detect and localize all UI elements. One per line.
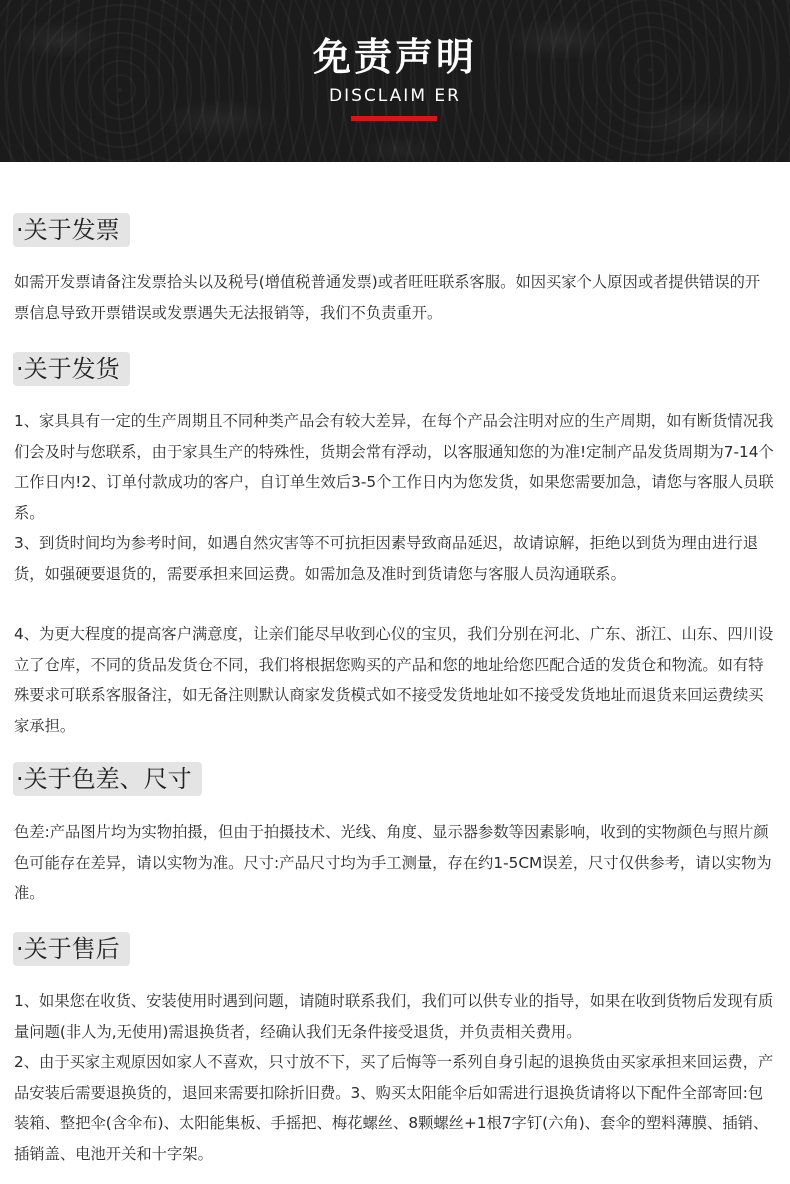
section-heading-color-size: ·关于色差、尺寸 — [13, 762, 202, 796]
shipping-paragraph-3: 4、为更大程度的提高客户满意度，让亲们能尽早收到心仪的宝贝，我们分别在河北、广东、浙江、山东、四川设立了仓库，不同的货品发货仓不同，我们将根据您购买的产品和您的地址给您匹配合适的发货仓和物流。如有特殊要求可联系客服备注，如无备注则默认商家发货模式如不接受发货地址如不接受发货地址而退货来回运费续买家承担。 — [14, 625, 774, 735]
invoice-paragraph: 如需开发票请备注发票拾头以及税号(增值税普通发票)或者旺旺联系客服。如因买家个人原因或者提供错误的开票信息导致开票错误或发票遇失无法报销等，我们不负责重开。 — [14, 273, 761, 322]
section-heading-after-sales: ·关于售后 — [13, 932, 130, 966]
shipping-paragraph-1: 1、家具具有一定的生产周期且不同种类产品会有较大差异，在每个产品会注明对应的生产周期，如有断货情况我们会及时与您联系，由于家具生产的特殊性，货期会常有浮动，以客服通知您的为准!定制产品发货周期为7-14个工作日内!2、订单付款成功的客户，自订单生效后3-5个工作日内为您发货，如果您需要加急，请您与客服人员联系。 — [14, 412, 774, 522]
after-sales-paragraph-1: 1、如果您在收货、安装使用时遇到问题，请随时联系我们，我们可以供专业的指导，如果在收到货物后发现有质量问题(非人为,无使用)需退换货者，经确认我们无条件接受退货，并负责相关费用。 — [14, 992, 774, 1041]
disclaimer-banner — [0, 0, 790, 162]
section-heading-shipping: ·关于发货 — [13, 352, 130, 386]
after-sales-paragraph-2: 2、由于买家主观原因如家人不喜欢，只寸放不下，买了后悔等一系列自身引起的退换货由买家承担来回运费，产品安装后需要退换货的，退回来需要扣除折旧费。3、购买太阳能伞后如需进行退换货请将以下配件全部寄回:包装箱、整把伞(含伞布)、太阳能集板、手摇把、梅花螺丝、8颗螺丝+1根7字钉(六角)、套伞的塑料薄膜、插销、插销盖、电池开关和十字架。 — [14, 1053, 774, 1163]
accent-divider — [351, 116, 437, 121]
page-subtitle: DISCLAIM ER — [329, 86, 461, 106]
color-size-paragraph: 色差:产品图片均为实物拍摄，但由于拍摄技术、光线、角度、显示器参数等因素影响，收到的实物颜色与照片颜色可能存在差异，请以实物为准。尺寸:产品尺寸均为手工测量，存在约1-5CM误差，尺寸仅供参考，请以实物为准。 — [14, 823, 772, 902]
section-heading-invoice: ·关于发票 — [13, 213, 130, 247]
page-title: 免责声明 — [312, 35, 477, 79]
shipping-paragraph-2: 3、到货时间均为参考时间，如遇自然灾害等不可抗拒因素导致商品延迟，故请谅解，拒绝以到货为理由进行退货，如强硬要退货的，需要承担来回运费。如需加急及准时到货请您与客服人员沟通联系。 — [14, 534, 758, 583]
